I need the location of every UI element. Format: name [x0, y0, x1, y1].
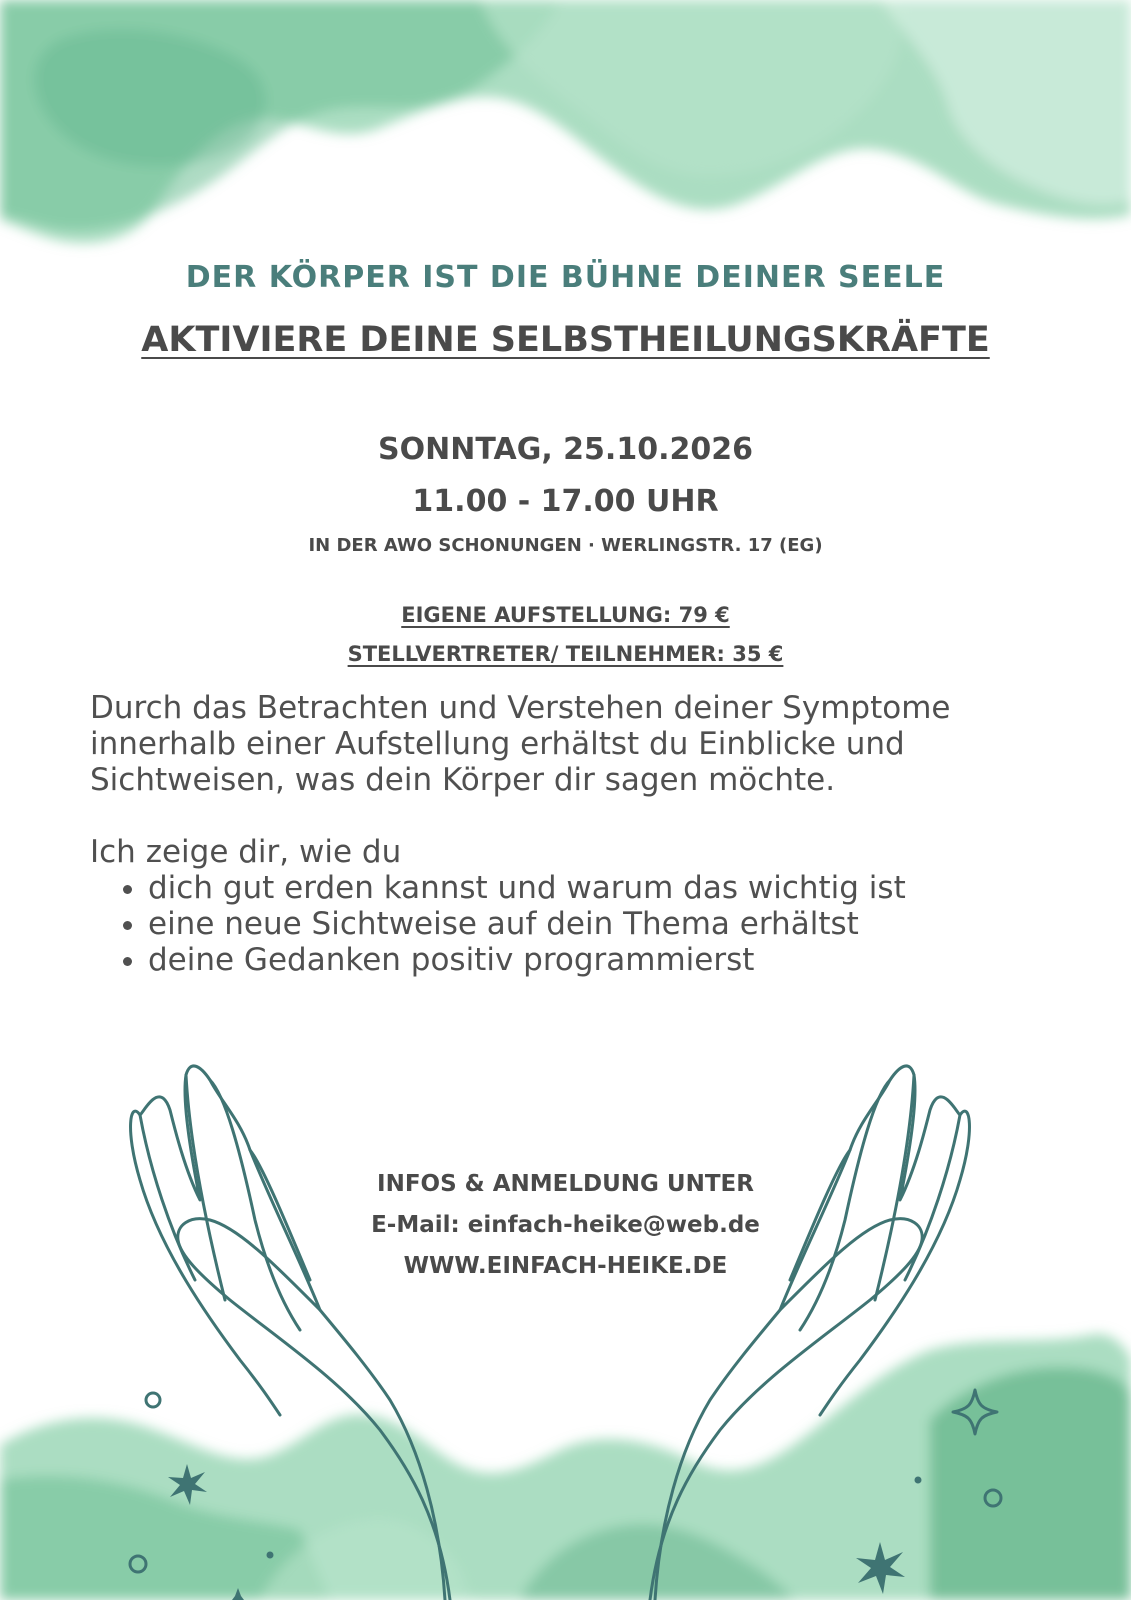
event-time: 11.00 - 17.00 UHR	[412, 484, 719, 519]
benefit-list	[90, 870, 1050, 978]
headline: AKTIVIERE DEINE SELBSTHEILUNGSKRÄFTE	[141, 320, 990, 360]
contact-heading: INFOS & ANMELDUNG UNTER	[377, 1171, 754, 1197]
event-location: IN DER AWO SCHONUNGEN · WERLINGSTR. 17 (EG)	[308, 535, 823, 556]
event-date: SONNTAG, 25.10.2026	[378, 432, 753, 467]
description	[90, 690, 1050, 978]
description-paragraph: Durch das Betrachten und Verstehen deiner Symptome innerhalb einer Aufstellung erhältst du Einblicke und Sichtweisen, was dein Körper dir sagen möchte.	[90, 690, 951, 798]
contact-website[interactable]: WWW.EINFACH-HEIKE.DE	[403, 1253, 728, 1279]
price-representative: STELLVERTRETER/ TEILNEHMER: 35 €	[347, 642, 784, 666]
description-intro: Ich zeige dir, wie du	[90, 834, 402, 870]
list-item: • eine neue Sichtweise auf dein Thema erhältst	[148, 906, 1050, 942]
list-item: • deine Gedanken positiv programmierst	[148, 942, 1050, 978]
contact-email[interactable]: E-Mail: einfach-heike@web.de	[371, 1212, 760, 1238]
contact-block	[0, 1164, 1131, 1287]
price-own-constellation: EIGENE AUFSTELLUNG: 79 €	[401, 603, 730, 627]
tagline: DER KÖRPER IST DIE BÜHNE DEINER SEELE	[185, 260, 946, 295]
list-item: • dich gut erden kannst und warum das wichtig ist	[148, 870, 1050, 906]
